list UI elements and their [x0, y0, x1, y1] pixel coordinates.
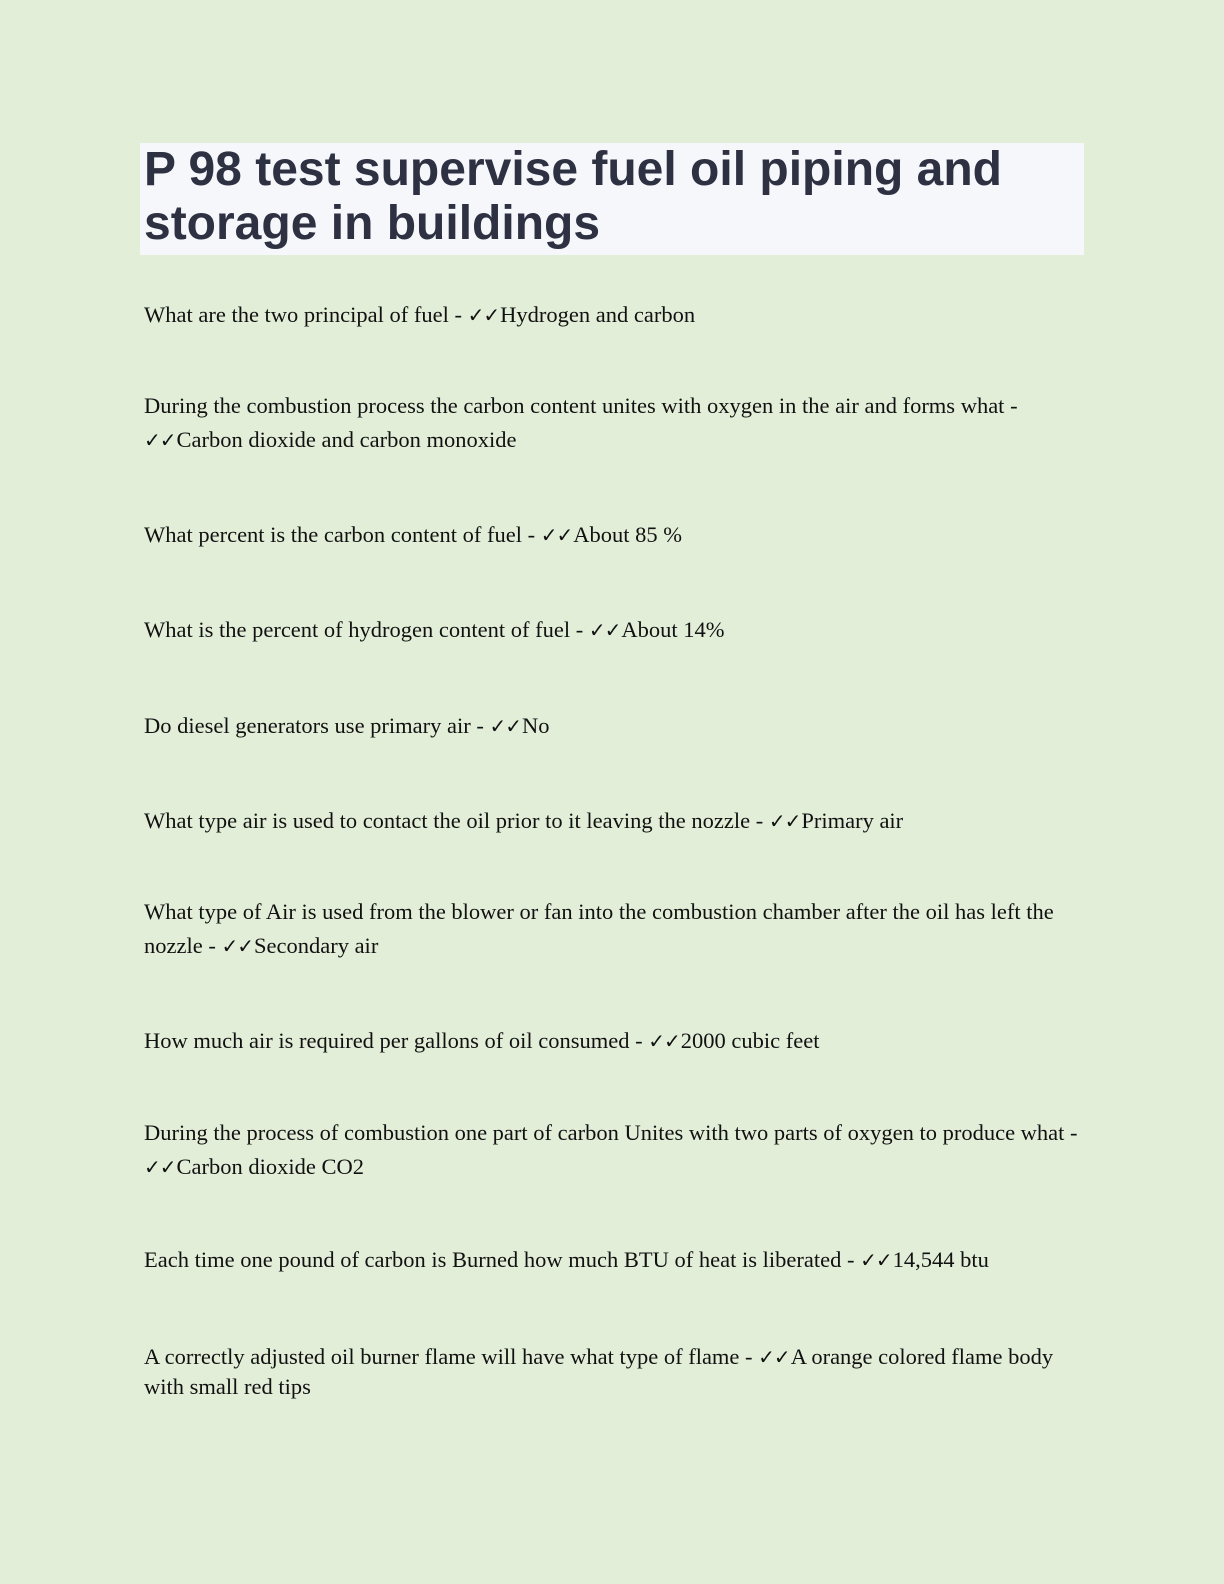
double-check-icon: ✓✓ — [860, 1248, 892, 1272]
separator: - — [1004, 393, 1018, 418]
qa-item — [144, 895, 1084, 963]
qa-item — [144, 389, 1084, 457]
double-check-icon: ✓✓ — [144, 428, 176, 452]
qa-item — [144, 1024, 1084, 1058]
separator: - — [570, 617, 589, 642]
separator: - — [1064, 1120, 1078, 1145]
qa-item — [144, 1243, 1084, 1277]
answer-text: A orange colored flame body with small red tips — [144, 1344, 1054, 1399]
qa-item — [144, 1342, 1084, 1402]
qa-item — [144, 709, 1084, 743]
double-check-icon: ✓✓ — [758, 1345, 790, 1369]
answer-text: 14,544 btu — [892, 1247, 989, 1272]
double-check-icon: ✓✓ — [144, 1155, 176, 1179]
question-text: What type air is used to contact the oil prior to it leaving the nozzle — [144, 808, 751, 833]
answer-text: Primary air — [801, 808, 904, 833]
double-check-icon: ✓✓ — [540, 523, 573, 547]
answer-text: About 85 % — [573, 522, 682, 547]
separator: - — [841, 1247, 861, 1272]
answer-text: 2000 cubic feet — [680, 1028, 820, 1053]
question-text: During the combustion process the carbon content unites with oxygen in the air and forms what — [144, 393, 1005, 418]
separator: - — [202, 933, 222, 958]
answer-text: Carbon dioxide CO2 — [176, 1154, 364, 1179]
separator: - — [750, 808, 769, 833]
question-text: During the process of combustion one part of carbon Unites with two parts of oxygen to produce what — [144, 1120, 1065, 1145]
double-check-icon: ✓✓ — [648, 1029, 680, 1053]
separator: - — [739, 1344, 759, 1369]
question-text: Do diesel generators use primary air — [144, 713, 471, 738]
answer-text: About 14% — [621, 617, 725, 642]
separator: - — [629, 1028, 649, 1053]
question-text: Each time one pound of carbon is Burned how much BTU of heat is liberated — [144, 1247, 842, 1272]
double-check-icon: ✓✓ — [221, 934, 253, 958]
answer-text: Carbon dioxide and carbon monoxide — [176, 427, 517, 452]
separator: - — [521, 522, 541, 547]
double-check-icon: ✓✓ — [588, 618, 621, 642]
double-check-icon: ✓✓ — [768, 809, 801, 833]
question-text: How much air is required per gallons of oil consumed — [144, 1028, 630, 1053]
qa-item — [144, 518, 1084, 552]
question-text: What percent is the carbon content of fuel — [144, 522, 522, 547]
question-text: What type of Air is used from the blower or fan into the combustion chamber after the oil has left the nozzle — [144, 899, 1054, 958]
answer-text: Hydrogen and carbon — [500, 302, 696, 327]
double-check-icon: ✓✓ — [467, 303, 500, 327]
qa-item — [144, 804, 1084, 838]
separator: - — [470, 713, 490, 738]
question-text: What is the percent of hydrogen content of fuel — [144, 617, 571, 642]
page-title: P 98 test supervise fuel oil piping and storage in buildings — [144, 143, 1002, 250]
qa-item — [144, 613, 1084, 647]
answer-text: No — [522, 713, 550, 738]
question-text: A correctly adjusted oil burner flame will have what type of flame — [144, 1344, 740, 1369]
question-text: What are the two principal of fuel — [144, 302, 449, 327]
answer-text: Secondary air — [253, 933, 379, 958]
qa-item — [144, 298, 1084, 332]
separator: - — [448, 302, 468, 327]
qa-item — [144, 1116, 1084, 1184]
double-check-icon: ✓✓ — [489, 714, 522, 738]
